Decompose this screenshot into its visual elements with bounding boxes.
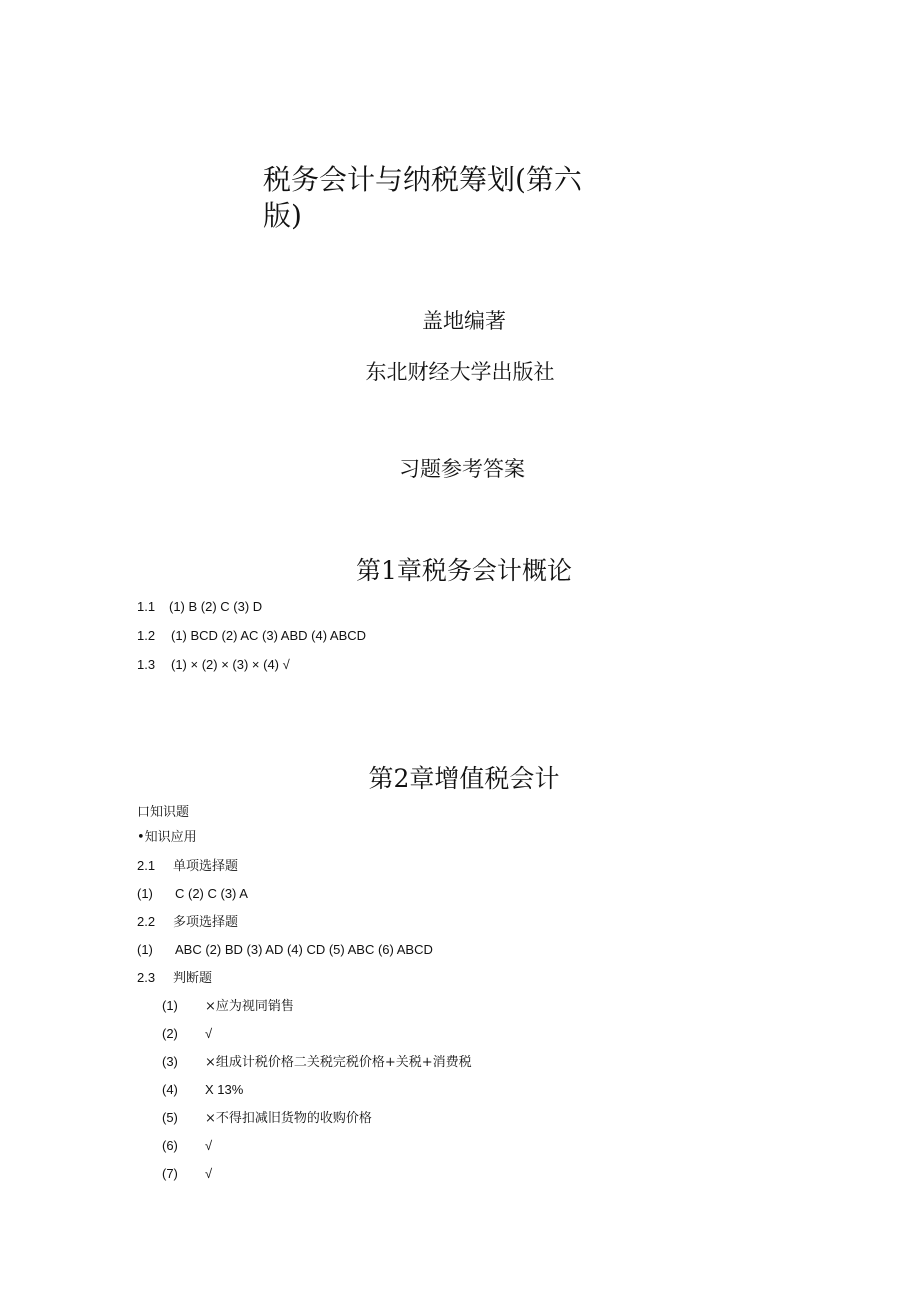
chapter-1-item (137, 628, 366, 644)
item-number: (7) (162, 1166, 178, 1181)
item-answer: ×不得扣减旧货物的收购价格 (205, 1111, 372, 1126)
item-number: (1) (137, 942, 153, 957)
item-answer: (1) B (2) C (3) D (169, 599, 263, 614)
question-label: 判断题 (173, 971, 213, 986)
chapter-1-item (137, 599, 262, 615)
item-number: 1.2 (137, 628, 156, 643)
question-2-2 (137, 914, 238, 931)
item-answer: ABC (2) BD (3) AD (4) CD (5) ABC (6) ABCD (175, 942, 433, 957)
chapter-1-heading: 第1章税务会计概论 (356, 556, 572, 585)
knowledge-label: 口知识题 (137, 805, 190, 820)
answer-2-2 (137, 942, 433, 958)
item-number: (2) (162, 1026, 178, 1041)
item-answer: √ (205, 1138, 213, 1153)
publisher: 东北财经大学出版社 (365, 360, 555, 384)
item-number: 2.3 (137, 970, 156, 985)
item-answer: (1) × (2) × (3) × (4) √ (171, 657, 290, 672)
judgment-item (162, 1110, 372, 1127)
item-number: (1) (162, 998, 178, 1013)
question-label: 多项选择题 (173, 915, 239, 930)
judgment-item (162, 1166, 212, 1183)
question-2-3 (137, 970, 212, 987)
item-number: (5) (162, 1110, 178, 1125)
judgment-item (162, 1054, 472, 1071)
item-number: 2.2 (137, 914, 156, 929)
item-number: (6) (162, 1138, 178, 1153)
item-answer: ×组成计税价格二关税完税价格+关税+消费税 (205, 1055, 472, 1070)
section-title: 习题参考答案 (399, 457, 525, 481)
item-number: 1.3 (137, 657, 156, 672)
judgment-item (162, 1082, 243, 1099)
book-title: 税务会计与纳税筹划(第六版) (263, 163, 582, 232)
item-answer: C (2) C (3) A (175, 886, 248, 901)
item-number: (1) (137, 886, 153, 901)
question-label: 单项选择题 (173, 859, 239, 874)
item-number: (3) (162, 1054, 178, 1069)
item-number: 1.1 (137, 599, 156, 614)
judgment-item (162, 1138, 212, 1155)
author: 盖地编著 (422, 309, 506, 333)
answer-2-1 (137, 886, 248, 902)
item-number: (4) (162, 1082, 178, 1097)
chapter-1-item (137, 657, 290, 673)
application-label: •知识应用 (137, 830, 197, 845)
item-answer: √ (205, 1166, 213, 1181)
item-number: 2.1 (137, 858, 156, 873)
item-answer: X 13% (205, 1082, 244, 1097)
chapter-2-heading: 第2章增值税会计 (368, 764, 560, 793)
item-answer: (1) BCD (2) AC (3) ABD (4) ABCD (171, 628, 367, 643)
judgment-item (162, 1026, 212, 1043)
item-answer: √ (205, 1026, 213, 1041)
item-answer: ×应为视同销售 (205, 999, 294, 1014)
judgment-item (162, 998, 294, 1015)
question-2-1 (137, 858, 238, 875)
